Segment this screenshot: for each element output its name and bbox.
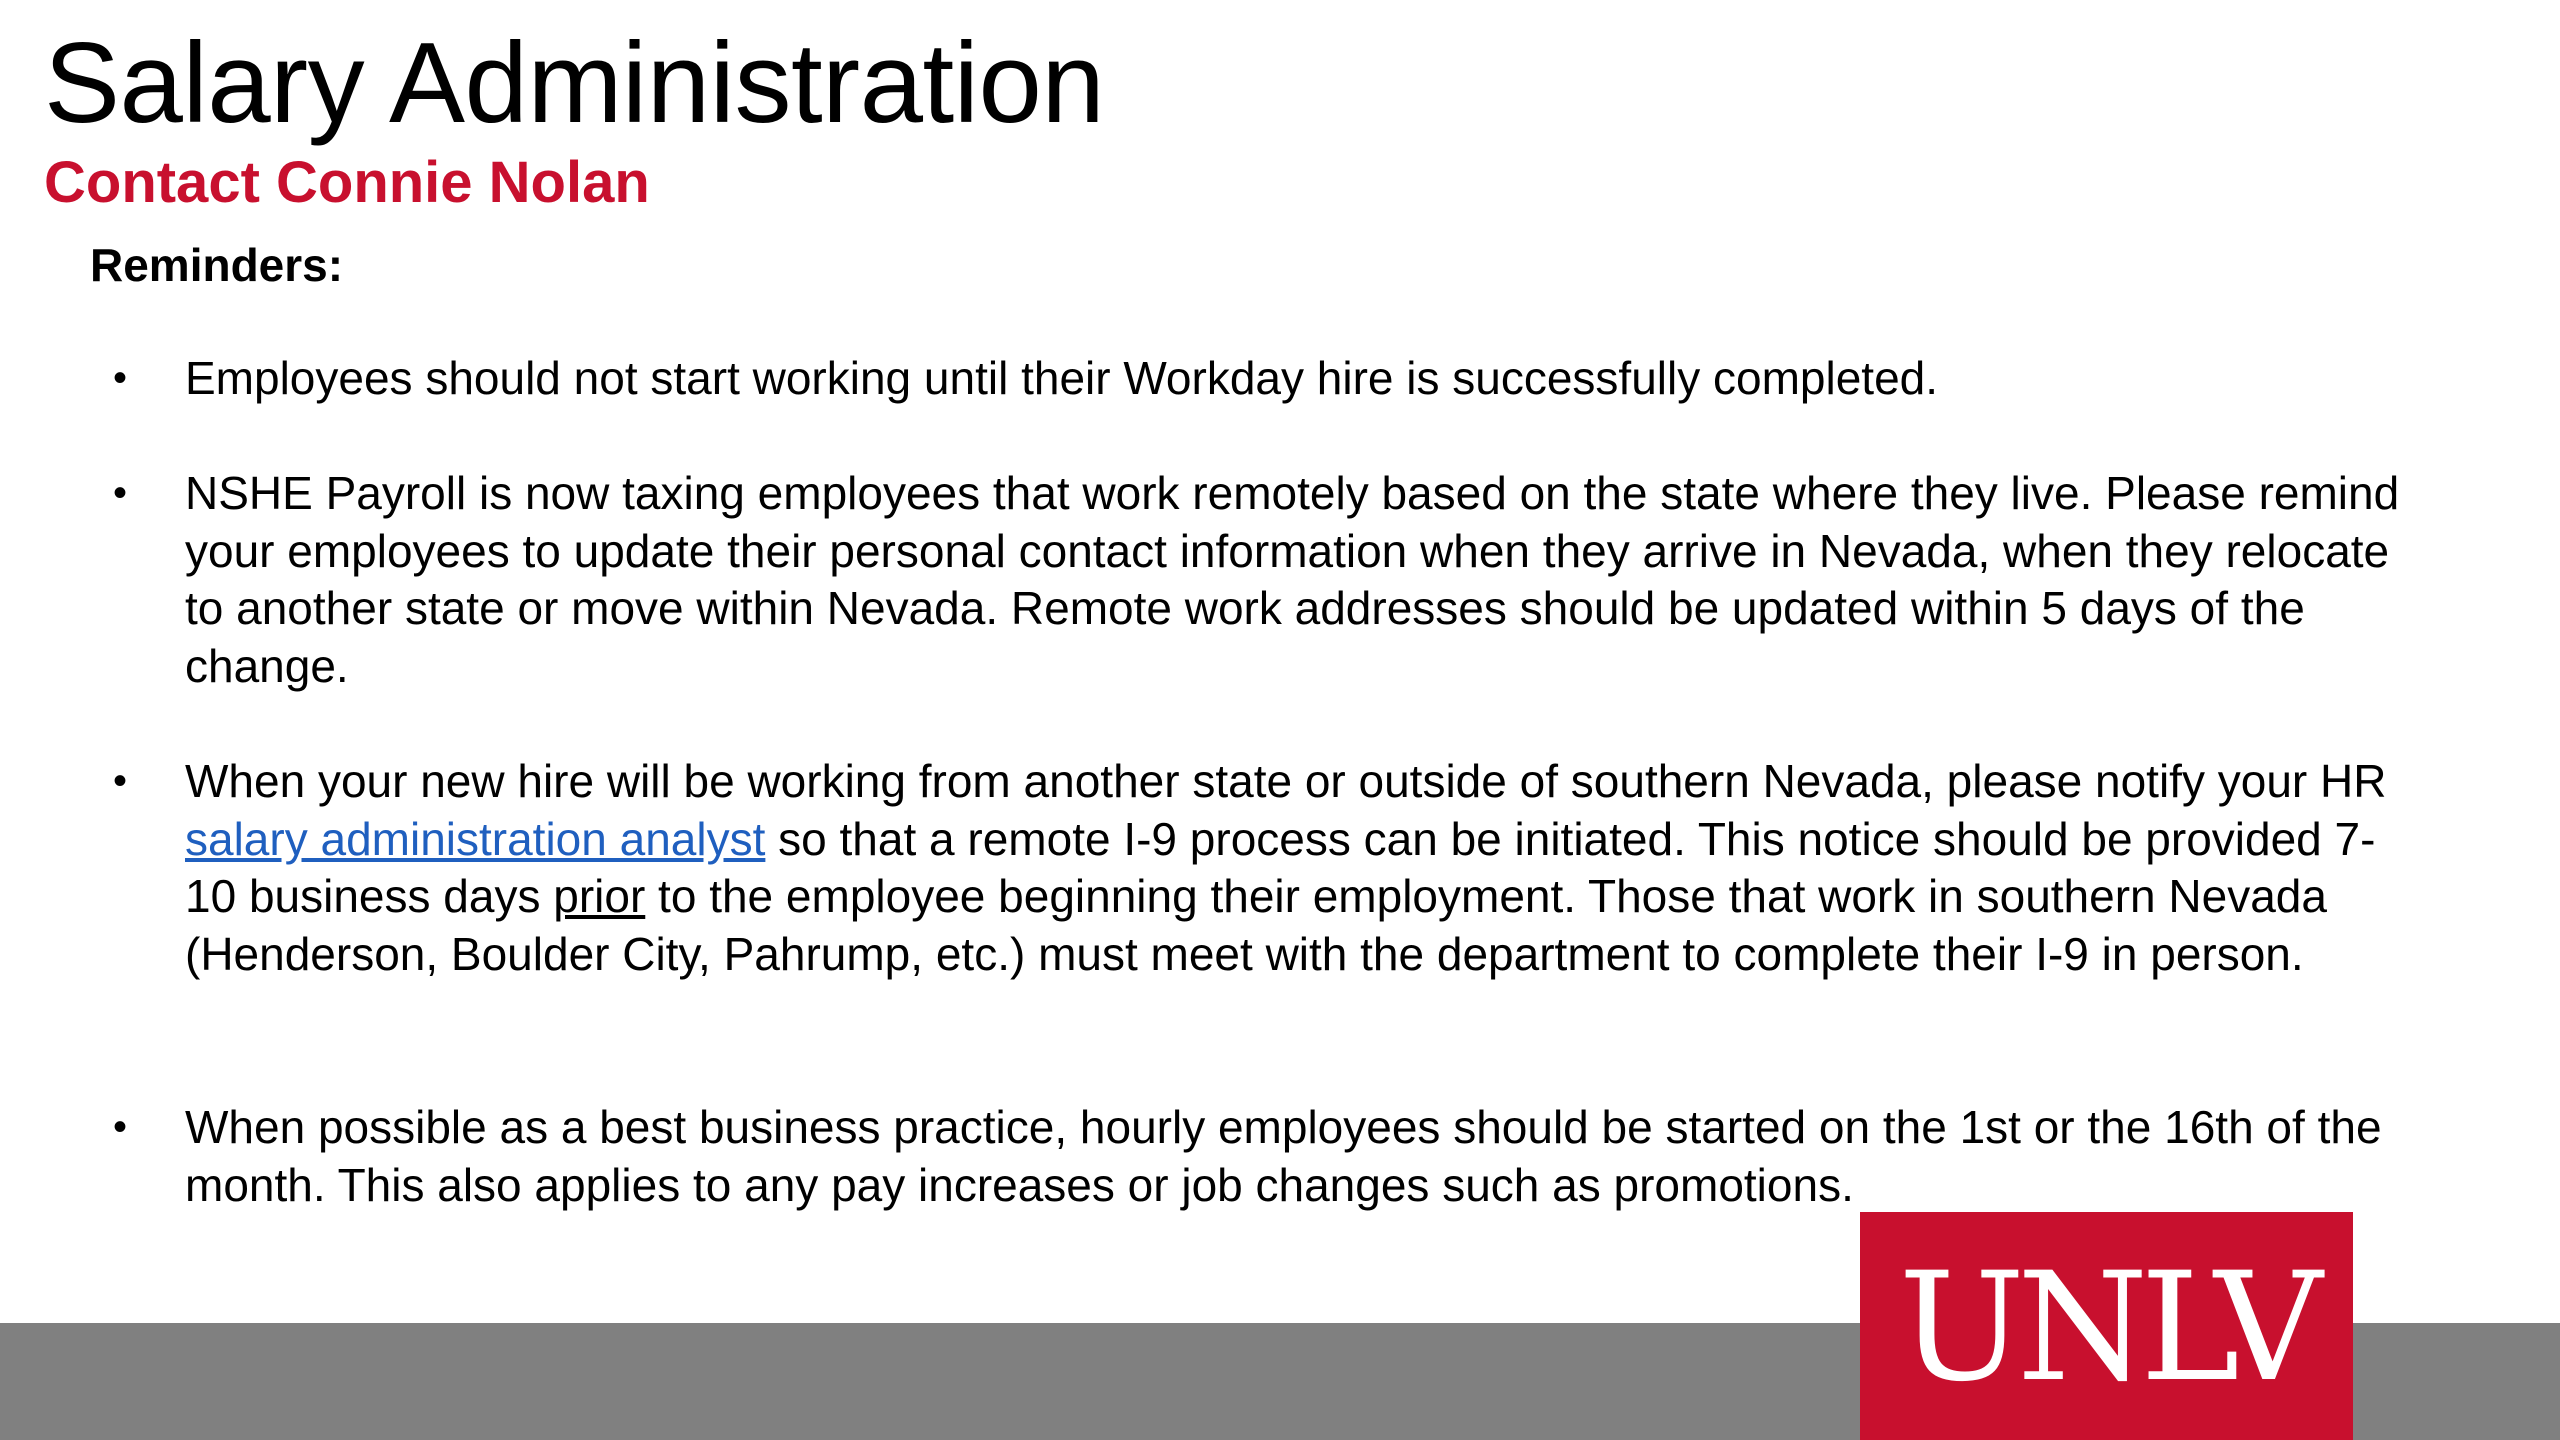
- list-item: [113, 1099, 2400, 1214]
- bullet-icon: •: [113, 356, 128, 400]
- bullet-icon: •: [113, 759, 128, 803]
- bullet-text: When possible as a best business practice, hourly employees should be started on the 1st or the 16th of the month. This also applies to any pay increases or job changes such as promotions.: [185, 1101, 2382, 1211]
- bullet-text-after-link: so that a remote I-9 process can be initiated. This notice should be provided 7-10 business days: [185, 812, 2376, 923]
- salary-administration-analyst-link[interactable]: salary administration analyst: [185, 812, 766, 865]
- unlv-logo: [1860, 1212, 2353, 1440]
- list-item: [113, 350, 2400, 408]
- reminders-heading: Reminders:: [90, 239, 344, 291]
- bullet-icon: •: [113, 471, 128, 515]
- bullet-text-before-link: When your new hire will be working from another state or outside of southern Nevada, please notify your HR: [185, 755, 2387, 807]
- unlv-logo-text: UNLV: [1898, 1241, 2315, 1415]
- contact-subtitle: Contact Connie Nolan: [44, 150, 650, 215]
- underlined-prior: prior: [553, 870, 646, 923]
- list-item: [113, 465, 2400, 695]
- slide-title: Salary Administration: [44, 20, 1105, 147]
- bullet-text: NSHE Payroll is now taxing employees that work remotely based on the state where they live. Please remind your employees to update their personal contact information when they arrive in Nevada, when they relocate to another state or move within Nevada. Remote work addresses should be updated within 5 days of the change.: [185, 467, 2400, 692]
- list-item: [113, 753, 2400, 983]
- bullet-text-end: to the employee beginning their employment. Those that work in southern Nevada (Henderson, Boulder City, Pahrump, etc.) must meet with the department to complete their I-9 in person.: [185, 870, 2327, 980]
- bullet-text: Employees should not start working until their Workday hire is successfully completed.: [185, 352, 1939, 404]
- bullet-icon: •: [113, 1105, 128, 1149]
